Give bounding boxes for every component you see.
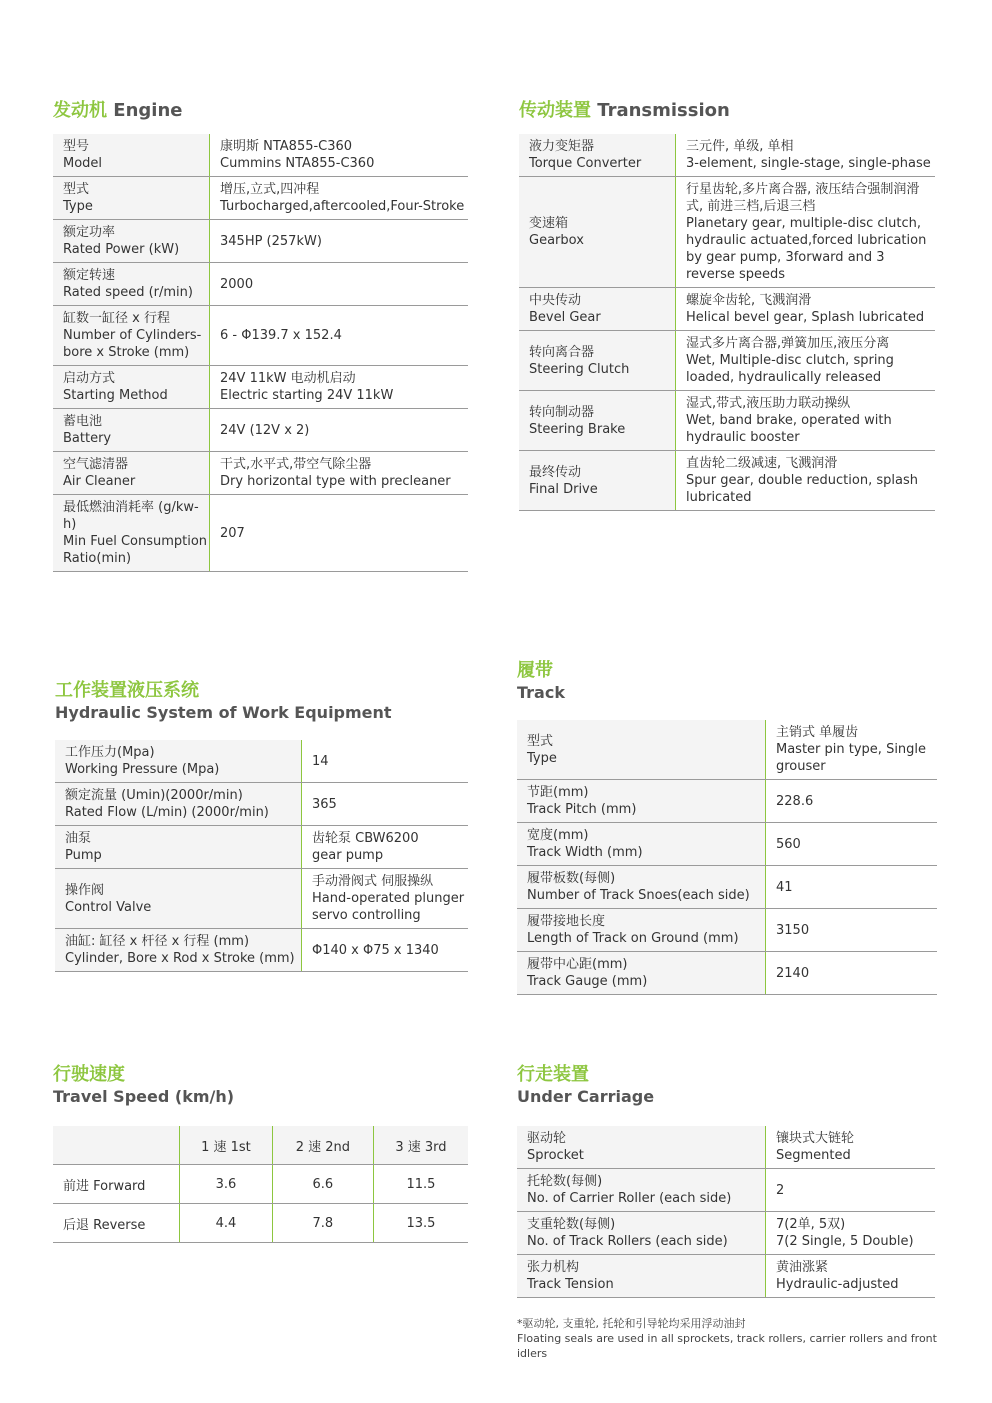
spec-label-en: Number of Cylinders-bore x Stroke (mm) xyxy=(63,328,202,360)
under-carriage-footnote xyxy=(517,1316,937,1361)
spec-value-line2: Electric starting 24V 11kW xyxy=(220,388,394,403)
spec-row xyxy=(53,134,468,177)
spec-label-en: No. of Carrier Roller (each side) xyxy=(527,1191,732,1206)
speed-value: 7.8 xyxy=(272,1204,373,1243)
spec-label-en: Type xyxy=(63,199,93,214)
spec-row xyxy=(517,1212,935,1255)
travel-speed-title-zh: 行驶速度 xyxy=(53,1064,125,1085)
travel-speed-table xyxy=(53,1126,468,1243)
spec-value xyxy=(676,391,936,451)
spec-row xyxy=(517,909,937,952)
under-carriage-title-zh: 行走装置 xyxy=(517,1064,589,1085)
spec-label xyxy=(517,866,766,909)
spec-label xyxy=(517,952,766,995)
spec-value xyxy=(210,409,469,452)
spec-label-zh: 型号 xyxy=(63,139,90,154)
spec-value xyxy=(766,1169,936,1212)
spec-label-zh: 型式 xyxy=(63,182,90,197)
spec-label xyxy=(517,780,766,823)
spec-row xyxy=(517,720,937,780)
spec-value xyxy=(210,220,469,263)
spec-row xyxy=(517,1169,935,1212)
spec-label-zh: 启动方式 xyxy=(63,371,116,386)
spec-label-en: Cylinder, Bore x Rod x Stroke (mm) xyxy=(65,951,295,966)
spec-value xyxy=(302,826,469,869)
spec-label-zh: 中央传动 xyxy=(529,293,582,308)
spec-value-line1: 康明斯 NTA855-C360 xyxy=(220,139,353,154)
spec-label-zh: 驱动轮 xyxy=(527,1131,567,1146)
spec-value-line1: 直齿轮二级减速, 飞溅润滑 xyxy=(686,456,838,471)
spec-value-line2: 7(2 Single, 5 Double) xyxy=(776,1234,914,1249)
spec-row xyxy=(517,823,937,866)
spec-value-line1: 镶块式大链轮 xyxy=(776,1131,855,1146)
spec-label-en: Battery xyxy=(63,431,112,446)
spec-value xyxy=(766,1255,936,1298)
spec-row xyxy=(53,452,468,495)
speed-value: 6.6 xyxy=(272,1165,373,1204)
transmission-title: 传动装置 Transmission xyxy=(519,100,730,121)
spec-value-line1: 41 xyxy=(776,879,793,895)
spec-value-line1: 7(2单, 5双) xyxy=(776,1217,846,1232)
hydraulic-section xyxy=(55,680,468,972)
spec-label-en: Bevel Gear xyxy=(529,310,601,325)
spec-label-zh: 履带板数(每侧) xyxy=(527,871,616,886)
spec-label-zh: 额定转速 xyxy=(63,268,116,283)
spec-row xyxy=(55,929,468,972)
under-carriage-title-en: Under Carriage xyxy=(517,1087,655,1106)
spec-label xyxy=(53,409,210,452)
spec-value xyxy=(302,740,469,783)
engine-title: 发动机 Engine xyxy=(53,100,183,121)
spec-row xyxy=(53,409,468,452)
spec-value-line1: 207 xyxy=(220,525,245,541)
spec-row xyxy=(53,366,468,409)
spec-label-zh: 缸数一缸径 x 行程 xyxy=(63,311,170,326)
speed-value: 4.4 xyxy=(180,1204,273,1243)
track-title-en: Track xyxy=(517,683,565,702)
spec-value-line2: Segmented xyxy=(776,1148,851,1163)
spec-row xyxy=(519,288,935,331)
spec-value xyxy=(302,869,469,929)
hydraulic-title-en: Hydraulic System of Work Equipment xyxy=(55,703,392,722)
spec-value xyxy=(210,177,469,220)
spec-value-line2: Planetary gear, multiple-disc clutch, hydraulic actuated,forced lubrication by gear pump, 3forward and 3 reverse speeds xyxy=(686,216,927,282)
speed-header-1st: 1 速 1st xyxy=(180,1126,273,1165)
spec-label-en: Rated Flow (L/min) (2000r/min) xyxy=(65,805,269,820)
travel-speed-title-en: Travel Speed (km/h) xyxy=(53,1087,235,1106)
spec-label-en: Working Pressure (Mpa) xyxy=(65,762,220,777)
spec-value xyxy=(766,1212,936,1255)
spec-row xyxy=(53,306,468,366)
spec-value-line2: Dry horizontal type with precleaner xyxy=(220,474,451,489)
spec-label-zh: 张力机构 xyxy=(527,1260,580,1275)
spec-label-en: Control Valve xyxy=(65,899,152,915)
spec-value xyxy=(766,1126,936,1169)
spec-label xyxy=(53,177,210,220)
spec-label-zh: 履带中心距(mm) xyxy=(527,957,628,972)
spec-value-line2: Spur gear, double reduction, splash lubricated xyxy=(686,473,918,505)
spec-label-en: Length of Track on Ground (mm) xyxy=(527,931,739,946)
spec-value xyxy=(676,134,936,177)
spec-label xyxy=(517,1169,766,1212)
spec-label-zh: 油泵 xyxy=(65,831,92,846)
speed-value: 11.5 xyxy=(373,1165,468,1204)
spec-value-line1: 14 xyxy=(312,753,329,769)
spec-value-line2: Cummins NTA855-C360 xyxy=(220,156,375,171)
spec-value-line1: 228.6 xyxy=(776,793,814,809)
spec-label xyxy=(53,263,210,306)
spec-value-line1: 黄油涨紧 xyxy=(776,1260,829,1275)
spec-label xyxy=(53,220,210,263)
spec-value xyxy=(210,495,469,572)
spec-value-line1: 三元件, 单级, 单相 xyxy=(686,139,794,154)
spec-value xyxy=(302,783,469,826)
spec-label-en: Track Pitch (mm) xyxy=(527,802,637,817)
spec-label xyxy=(55,740,302,783)
spec-row xyxy=(55,826,468,869)
spec-label-en: Track Gauge (mm) xyxy=(527,974,648,989)
spec-label xyxy=(53,134,210,177)
spec-label-en: Torque Converter xyxy=(529,156,642,171)
spec-row xyxy=(55,869,468,929)
spec-value-line1: 湿式多片离合器,弹簧加压,液压分离 xyxy=(686,336,890,351)
spec-label-en: Min Fuel Consumption Ratio(min) xyxy=(63,534,208,566)
spec-value-line1: 24V (12V x 2) xyxy=(220,422,310,438)
spec-value-line2: Master pin type, Single grouser xyxy=(776,742,927,774)
spec-label-en: Pump xyxy=(65,848,102,863)
transmission-section xyxy=(519,100,935,511)
spec-label-en: Rated speed (r/min) xyxy=(63,285,193,300)
track-section xyxy=(517,660,937,995)
track-table xyxy=(517,720,937,995)
speed-header-row xyxy=(53,1126,468,1165)
spec-label xyxy=(517,720,766,780)
spec-value xyxy=(210,366,469,409)
spec-value-line2: Helical bevel gear, Splash lubricated xyxy=(686,310,925,325)
spec-label xyxy=(53,495,210,572)
spec-label-zh: 蓄电池 xyxy=(63,414,103,429)
spec-value-line1: 湿式,带式,液压助力联动操纵 xyxy=(686,396,851,411)
spec-label xyxy=(517,1126,766,1169)
footnote-zh: *驱动轮, 支重轮, 托轮和引导轮均采用浮动油封 xyxy=(517,1317,746,1330)
spec-label-en: Type xyxy=(527,750,557,766)
spec-label xyxy=(53,452,210,495)
spec-value-line2: Wet, band brake, operated with hydraulic booster xyxy=(686,413,892,445)
spec-label-en: Air Cleaner xyxy=(63,474,136,489)
spec-value-line1: 24V 11kW 电动机启动 xyxy=(220,371,356,386)
spec-label xyxy=(53,366,210,409)
spec-label xyxy=(519,288,676,331)
spec-label-zh: 最低燃油消耗率 (g/kw-h) xyxy=(63,500,199,532)
spec-label-en: Number of Track Snoes(each side) xyxy=(527,888,750,903)
spec-label xyxy=(517,1212,766,1255)
spec-label xyxy=(519,451,676,511)
spec-value-line1: 365 xyxy=(312,796,337,812)
spec-label-en: Model xyxy=(63,156,103,171)
hydraulic-title-zh: 工作装置液压系统 xyxy=(55,680,199,701)
spec-row xyxy=(519,134,935,177)
spec-value xyxy=(766,866,938,909)
spec-row xyxy=(517,1126,935,1169)
spec-label-zh: 型式 xyxy=(527,733,554,749)
spec-value-line1: 2 xyxy=(776,1182,785,1198)
spec-label-en: Sprocket xyxy=(527,1148,584,1163)
spec-value-line1: 2000 xyxy=(220,276,254,292)
under-carriage-table xyxy=(517,1126,935,1298)
spec-label-zh: 转向制动器 xyxy=(529,404,595,420)
spec-value-line1: 行星齿轮,多片离合器, 液压结合强制润滑式, 前进三档,后退三档 xyxy=(686,182,920,214)
spec-value xyxy=(676,177,936,288)
spec-value-line1: 螺旋伞齿轮, 飞溅润滑 xyxy=(686,293,812,308)
spec-value-line1: 560 xyxy=(776,836,801,852)
spec-label xyxy=(517,1255,766,1298)
spec-label-zh: 最终传动 xyxy=(529,464,582,480)
travel-speed-section xyxy=(53,1064,468,1243)
spec-row xyxy=(53,220,468,263)
spec-value xyxy=(676,331,936,391)
spec-value-line1: 3150 xyxy=(776,922,810,938)
spec-label-zh: 工作压力(Mpa) xyxy=(65,745,155,760)
spec-row xyxy=(519,391,935,451)
spec-label-zh: 油缸: 缸径 x 杆径 x 行程 (mm) xyxy=(65,934,250,949)
spec-label xyxy=(519,134,676,177)
spec-value-line1: 主销式 单履齿 xyxy=(776,725,859,740)
spec-label-en: Steering Brake xyxy=(529,421,626,437)
spec-value xyxy=(210,452,469,495)
spec-value-line2: gear pump xyxy=(312,848,384,863)
spec-label-zh: 节距(mm) xyxy=(527,785,589,800)
spec-label-en: Final Drive xyxy=(529,481,598,497)
spec-label xyxy=(517,823,766,866)
spec-row xyxy=(53,177,468,220)
spec-value xyxy=(766,823,938,866)
spec-value xyxy=(210,306,469,366)
spec-label-zh: 液力变矩器 xyxy=(529,139,595,154)
spec-value-line1: Φ140 x Φ75 x 1340 xyxy=(312,942,439,958)
spec-row xyxy=(53,495,468,572)
spec-label xyxy=(517,909,766,952)
spec-label xyxy=(519,177,676,288)
spec-label-zh: 履带接地长度 xyxy=(527,914,606,929)
spec-value xyxy=(766,720,938,780)
engine-table xyxy=(53,134,468,572)
speed-row-label: 后退 Reverse xyxy=(53,1204,180,1243)
spec-label-en: Starting Method xyxy=(63,388,168,403)
speed-row-label: 前进 Forward xyxy=(53,1165,180,1204)
spec-label-zh: 变速箱 xyxy=(529,216,569,231)
spec-row xyxy=(519,451,935,511)
spec-label-en: Rated Power (kW) xyxy=(63,242,180,257)
spec-label-zh: 转向离合器 xyxy=(529,344,595,360)
spec-label-en: Track Width (mm) xyxy=(527,845,643,860)
spec-value-line2: Turbocharged,aftercooled,Four-Stroke xyxy=(220,199,465,214)
speed-value: 3.6 xyxy=(180,1165,273,1204)
spec-value-line2: Hydraulic-adjusted xyxy=(776,1277,899,1292)
spec-value-line1: 手动滑阀式 伺服操纵 xyxy=(312,874,434,889)
spec-value-line2: 3-element, single-stage, single-phase xyxy=(686,156,931,171)
hydraulic-table xyxy=(55,740,468,972)
spec-value-line1: 6 - Φ139.7 x 152.4 xyxy=(220,328,342,343)
spec-row xyxy=(519,177,935,288)
spec-label xyxy=(55,783,302,826)
spec-value xyxy=(210,263,469,306)
spec-label xyxy=(53,306,210,366)
speed-header-blank xyxy=(53,1126,180,1165)
spec-label-en: Steering Clutch xyxy=(529,361,630,377)
track-title-zh: 履带 xyxy=(517,660,553,681)
spec-label-zh: 额定功率 xyxy=(63,225,116,240)
spec-row xyxy=(519,331,935,391)
spec-label-en: Gearbox xyxy=(529,233,584,248)
spec-label-zh: 宽度(mm) xyxy=(527,828,589,843)
transmission-table xyxy=(519,134,935,511)
speed-header-2nd: 2 速 2nd xyxy=(272,1126,373,1165)
spec-value xyxy=(676,288,936,331)
under-carriage-section xyxy=(517,1064,935,1298)
spec-label xyxy=(55,929,302,972)
spec-label-zh: 操作阀 xyxy=(65,882,105,898)
spec-label xyxy=(55,869,302,929)
spec-label xyxy=(519,331,676,391)
spec-label-en: Track Tension xyxy=(527,1277,614,1292)
spec-value xyxy=(766,909,938,952)
spec-row xyxy=(517,952,937,995)
spec-value-line1: 2140 xyxy=(776,965,810,981)
speed-row-reverse xyxy=(53,1204,468,1243)
spec-label-zh: 托轮数(每侧) xyxy=(527,1174,603,1189)
spec-row xyxy=(517,780,937,823)
spec-row xyxy=(517,1255,935,1298)
spec-label-zh: 额定流量 (Umin)(2000r/min) xyxy=(65,788,243,803)
spec-label-zh: 空气滤清器 xyxy=(63,457,129,472)
spec-value xyxy=(676,451,936,511)
spec-value-line2: Hand-operated plunger servo controlling xyxy=(312,891,465,923)
spec-value-line1: 齿轮泵 CBW6200 xyxy=(312,831,419,846)
spec-label xyxy=(55,826,302,869)
spec-row xyxy=(55,783,468,826)
spec-label-en: No. of Track Rollers (each side) xyxy=(527,1234,728,1249)
spec-value-line2: Wet, Multiple-disc clutch, spring loaded, hydraulically released xyxy=(686,353,894,385)
spec-value xyxy=(210,134,469,177)
spec-label xyxy=(519,391,676,451)
speed-row-forward xyxy=(53,1165,468,1204)
spec-value xyxy=(766,952,938,995)
spec-row xyxy=(55,740,468,783)
speed-value: 13.5 xyxy=(373,1204,468,1243)
spec-value-line1: 增压,立式,四冲程 xyxy=(220,182,320,197)
spec-value xyxy=(766,780,938,823)
footnote-en: Floating seals are used in all sprockets, track rollers, carrier rollers and front idlers xyxy=(517,1332,937,1360)
spec-row xyxy=(53,263,468,306)
engine-section xyxy=(53,100,468,572)
speed-header-3rd: 3 速 3rd xyxy=(373,1126,468,1165)
spec-value xyxy=(302,929,469,972)
spec-row xyxy=(517,866,937,909)
spec-value-line1: 345HP (257kW) xyxy=(220,233,322,249)
spec-value-line1: 干式,水平式,带空气除尘器 xyxy=(220,457,372,472)
spec-label-zh: 支重轮数(每侧) xyxy=(527,1217,616,1232)
